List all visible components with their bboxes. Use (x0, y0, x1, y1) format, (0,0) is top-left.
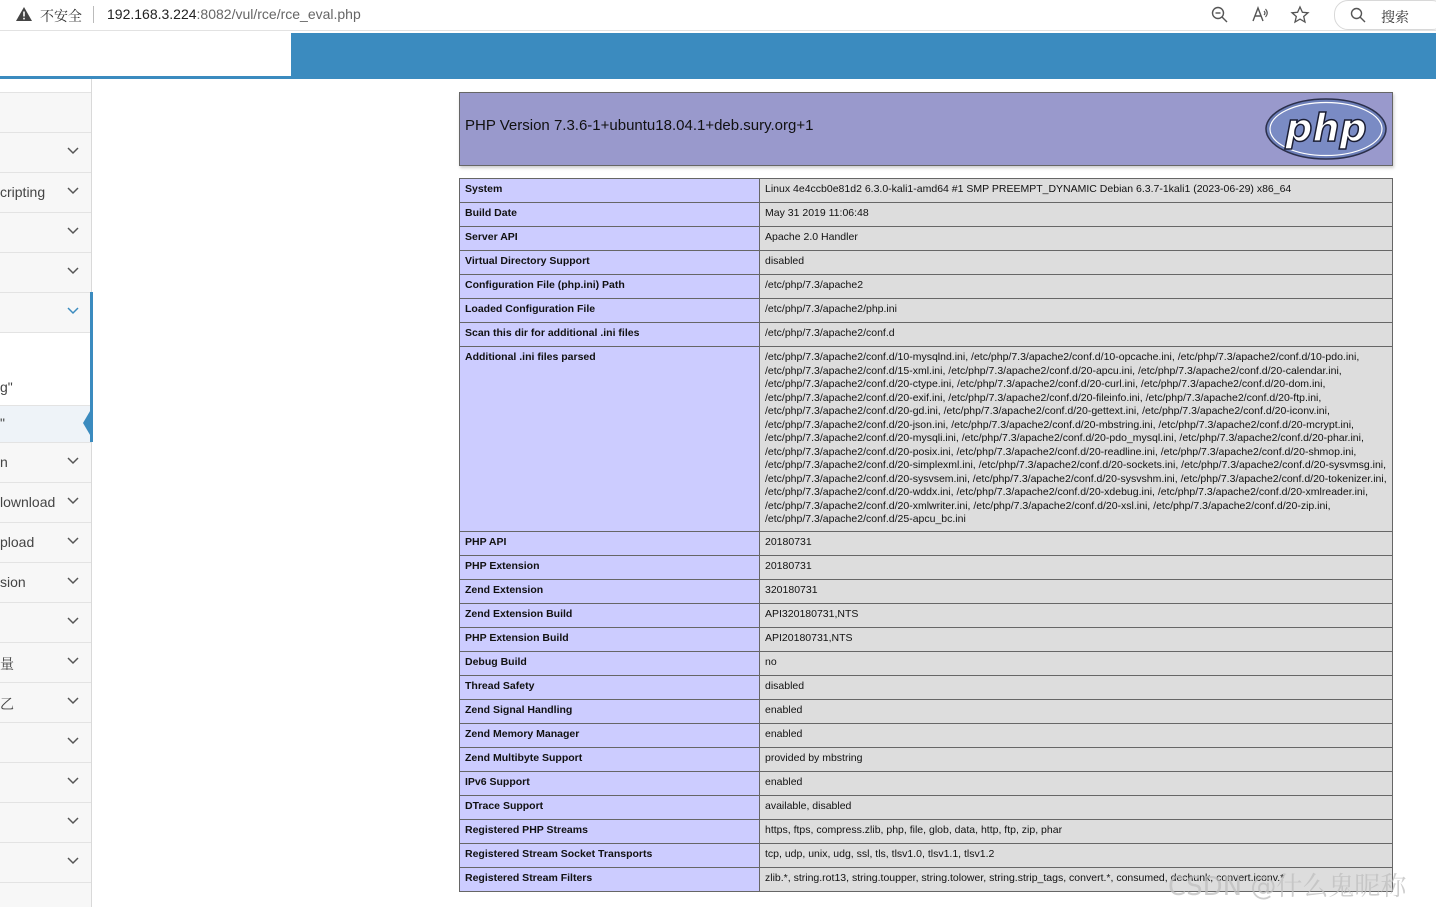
sidebar-subitem-exec-ping[interactable] (0, 370, 91, 406)
favorite-star-icon[interactable] (1290, 5, 1310, 25)
sidebar-item-label: " (0, 415, 5, 431)
search-icon (1350, 7, 1366, 23)
sidebar-item-label: n (0, 454, 8, 470)
search-box[interactable] (1334, 0, 1436, 30)
read-aloud-icon[interactable] (1250, 5, 1270, 25)
table-row (460, 579, 1393, 603)
table-row (460, 843, 1393, 867)
table-row (460, 275, 1393, 299)
info-value: enabled (760, 771, 1393, 795)
info-key: Zend Signal Handling (460, 699, 760, 723)
info-key: IPv6 Support (460, 771, 760, 795)
sidebar-item-0[interactable] (0, 79, 91, 93)
info-key: Thread Safety (460, 675, 760, 699)
sidebar (0, 79, 92, 907)
watermark: CSDN @什么鬼昵称 (1168, 872, 1407, 902)
table-row (460, 603, 1393, 627)
table-row (460, 203, 1393, 227)
info-key: Zend Multibyte Support (460, 747, 760, 771)
chevron-down-icon (67, 736, 79, 746)
table-row (460, 819, 1393, 843)
info-value: enabled (760, 699, 1393, 723)
info-value: https, ftps, compress.zlib, php, file, glob, data, http, ftp, zip, phar (760, 819, 1393, 843)
info-key: Registered Stream Socket Transports (460, 843, 760, 867)
sidebar-item-17[interactable] (0, 763, 91, 803)
table-row (460, 627, 1393, 651)
browser-address-bar (0, 0, 1436, 31)
table-row (460, 771, 1393, 795)
chevron-down-icon (67, 616, 79, 626)
chevron-down-icon (67, 266, 79, 276)
chevron-down-icon (67, 186, 79, 196)
sidebar-active-pointer (83, 406, 93, 440)
php-logo (1265, 98, 1387, 160)
table-row (460, 699, 1393, 723)
sidebar-item-label: lownload (0, 494, 56, 510)
info-key: Zend Extension (460, 579, 760, 603)
chevron-down-icon (67, 816, 79, 826)
info-value: API320180731,NTS (760, 603, 1393, 627)
sidebar-item-unsafe-download[interactable] (0, 483, 91, 523)
sidebar-item-3[interactable] (0, 213, 91, 253)
info-value: disabled (760, 251, 1393, 275)
table-row (460, 747, 1393, 771)
info-key: Configuration File (php.ini) Path (460, 275, 760, 299)
sidebar-item-label: sion (0, 574, 26, 590)
info-value: Apache 2.0 Handler (760, 227, 1393, 251)
chevron-down-icon (67, 656, 79, 666)
info-value: provided by mbstring (760, 747, 1393, 771)
info-key: Server API (460, 227, 760, 251)
chevron-down-icon (67, 536, 79, 546)
sidebar-item-label: g" (0, 379, 13, 395)
info-value: available, disabled (760, 795, 1393, 819)
info-key: Additional .ini files parsed (460, 347, 760, 532)
info-key: Loaded Configuration File (460, 299, 760, 323)
info-value: /etc/php/7.3/apache2/php.ini (760, 299, 1393, 323)
search-label: 搜索 (1381, 9, 1409, 25)
url-field[interactable] (107, 6, 361, 22)
sidebar-item-2[interactable] (0, 133, 91, 173)
table-row (460, 299, 1393, 323)
table-row (460, 323, 1393, 347)
php-logo-text: php (1285, 106, 1367, 150)
info-value: 320180731 (760, 579, 1393, 603)
sidebar-item-16[interactable] (0, 723, 91, 763)
table-row (460, 251, 1393, 275)
sidebar-item-file-inclusion[interactable] (0, 443, 91, 483)
info-value: /etc/php/7.3/apache2/conf.d (760, 323, 1393, 347)
table-row (460, 675, 1393, 699)
info-key: DTrace Support (460, 795, 760, 819)
sidebar-item-unsafe-upload[interactable] (0, 523, 91, 563)
sidebar-item-15[interactable] (0, 683, 91, 723)
php-info-table (459, 178, 1393, 892)
sidebar-item-19[interactable] (0, 843, 91, 883)
table-row (460, 227, 1393, 251)
chevron-down-icon (67, 576, 79, 586)
warning-icon[interactable] (15, 6, 33, 22)
info-value: zlib.*, string.rot13, string.toupper, string.tolower, string.strip_tags, convert.*, consumed, dechunk, convert.iconv.* (760, 867, 1393, 891)
address-divider (93, 6, 94, 23)
info-value: 20180731 (760, 555, 1393, 579)
info-value: tcp, udp, unix, udg, ssl, tls, tlsv1.0, tlsv1.1, tlsv1.2 (760, 843, 1393, 867)
info-value: enabled (760, 723, 1393, 747)
url-host: 192.168.3.224 (107, 6, 197, 22)
info-key: PHP API (460, 531, 760, 555)
chevron-down-icon (67, 496, 79, 506)
sidebar-item-over-permission[interactable] (0, 563, 91, 603)
info-value: 20180731 (760, 531, 1393, 555)
info-key: Scan this dir for additional .ini files (460, 323, 760, 347)
info-value: API20180731,NTS (760, 627, 1393, 651)
sidebar-subitem-exec-eval[interactable] (0, 406, 91, 443)
page-header (0, 33, 1436, 79)
sidebar-subitem-overview[interactable] (0, 333, 91, 373)
info-value: May 31 2019 11:06:48 (760, 203, 1393, 227)
header-logo-area (0, 33, 291, 76)
info-value: /etc/php/7.3/apache2/conf.d/10-mysqlnd.ini, /etc/php/7.3/apache2/conf.d/10-opcache.ini, /etc/php/7.3/apache2/conf.d/10-pdo.ini, /etc/php/7.3/apache2/conf.d/15-xml.ini, /etc/php/7.3/apache2/conf.d/20-apcu.ini, /etc/php/7.3/apache2/conf.d/20-calendar.ini, /etc/php/7.3/apache2/conf.d/20-ctype.ini, /etc/php/7.3/apache2/conf.d/20-curl.ini, /etc/php/7.3/apache2/conf.d/20-dom.ini, /etc/php/7.3/apache2/conf.d/20-exif.ini, /etc/php/7.3/apache2/conf.d/20-fileinfo.ini, /etc/php/7.3/apache2/conf.d/20-ftp.ini, /etc/php/7.3/apache2/conf.d/20-gd.ini, /etc/php/7.3/apache2/conf.d/20-gettext.ini, /etc/php/7.3/apache2/conf.d/20-iconv.ini, /etc/php/7.3/apache2/conf.d/20-json.ini, /etc/php/7.3/apache2/conf.d/20-mbstring.ini, /etc/php/7.3/apache2/conf.d/20-mcrypt.ini, /etc/php/7.3/apache2/conf.d/20-mysqli.ini, /etc/php/7.3/apache2/conf.d/20-pdo_mysql.ini, /etc/php/7.3/apache2/conf.d/20-phar.ini, /etc/php/7.3/apache2/conf.d/20-posix.ini, /etc/php/7.3/apache2/conf.d/20-readline.ini, /etc/php/7.3/apache2/conf.d/20-shmop.ini, /etc/php/7.3/apache2/conf.d/20-simplexml.ini, /etc/php/7.3/apache2/conf.d/20-sockets.ini, /etc/php/7.3/apache2/conf.d/20-sysvmsg.ini, /etc/php/7.3/apache2/conf.d/20-sysvsem.ini, /etc/php/7.3/apache2/conf.d/20-sysvshm.ini, /etc/php/7.3/apache2/conf.d/20-tokenizer.ini, /etc/php/7.3/apache2/conf.d/20-wddx.ini, /etc/php/7.3/apache2/conf.d/20-xdebug.ini, /etc/php/7.3/apache2/conf.d/20-xmlreader.ini, /etc/php/7.3/apache2/conf.d/20-xmlwriter.ini, /etc/php/7.3/apache2/conf.d/20-xsl.ini, /etc/php/7.3/apache2/conf.d/20-zip.ini, /etc/php/7.3/apache2/conf.d/25-apcu_bc.ini (760, 347, 1393, 532)
info-key: Zend Extension Build (460, 603, 760, 627)
sidebar-item-label: 乙 (0, 696, 14, 712)
table-row (460, 651, 1393, 675)
sidebar-item-1[interactable] (0, 93, 91, 133)
table-row (460, 555, 1393, 579)
zoom-out-icon[interactable] (1210, 5, 1230, 25)
chevron-down-icon (67, 226, 79, 236)
info-key: System (460, 179, 760, 203)
chevron-down-icon (67, 696, 79, 706)
sidebar-item-label: cripting (0, 184, 46, 200)
chevron-down-icon (67, 146, 79, 156)
sidebar-item-label: 量 (0, 656, 14, 672)
table-row (460, 795, 1393, 819)
php-version-title: PHP Version 7.3.6-1+ubuntu18.04.1+deb.sury.org+1 (465, 117, 814, 134)
info-key: Registered PHP Streams (460, 819, 760, 843)
sidebar-item-rce[interactable] (0, 293, 91, 333)
info-key: Debug Build (460, 651, 760, 675)
php-version-header (459, 92, 1393, 166)
insecure-label[interactable]: 不安全 (40, 8, 82, 24)
url-path: :8082/vul/rce/rce_eval.php (196, 6, 361, 22)
table-row (460, 347, 1393, 532)
table-row (460, 723, 1393, 747)
chevron-down-icon (67, 306, 79, 316)
chevron-down-icon (67, 776, 79, 786)
sidebar-item-label: pload (0, 534, 35, 550)
chevron-down-icon (67, 856, 79, 866)
sidebar-item-13[interactable] (0, 603, 91, 643)
table-row (460, 179, 1393, 203)
info-key: PHP Extension (460, 555, 760, 579)
info-value: Linux 4e4ccb0e81d2 6.3.0-kali1-amd64 #1 SMP PREEMPT_DYNAMIC Debian 6.3.7-1kali1 (2023-06-29) x86_64 (760, 179, 1393, 203)
sidebar-item-14[interactable] (0, 643, 91, 683)
info-value: no (760, 651, 1393, 675)
info-key: PHP Extension Build (460, 627, 760, 651)
sidebar-item-4[interactable] (0, 253, 91, 293)
chevron-down-icon (67, 456, 79, 466)
info-key: Registered Stream Filters (460, 867, 760, 891)
info-key: Zend Memory Manager (460, 723, 760, 747)
sidebar-item-xss[interactable] (0, 173, 91, 213)
info-value: disabled (760, 675, 1393, 699)
info-key: Build Date (460, 203, 760, 227)
info-value: /etc/php/7.3/apache2 (760, 275, 1393, 299)
sidebar-item-18[interactable] (0, 803, 91, 843)
table-row (460, 531, 1393, 555)
info-key: Virtual Directory Support (460, 251, 760, 275)
